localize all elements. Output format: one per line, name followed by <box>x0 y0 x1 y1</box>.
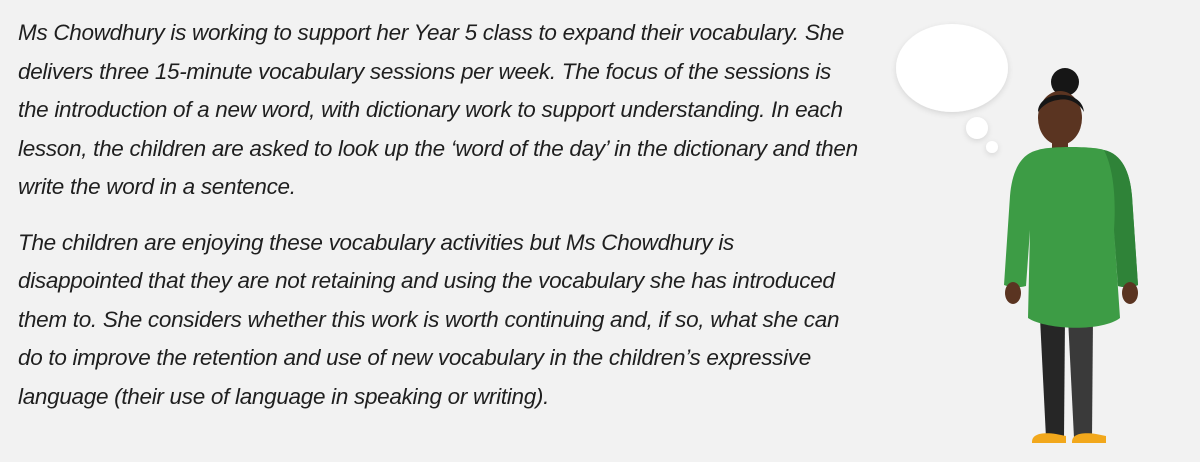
thought-bubble-icon <box>896 24 1008 153</box>
scenario-paragraph-2: The children are enjoying these vocabulary activities but Ms Chowdhury is disappointed that they are not retaining and using the vocabulary she has introduced them to. She considers whether this work is worth continuing and, if so, what she can do to improve the retention and use of new vocabulary in the children’s expressive language (their use of language in speaking or writing). <box>18 229 840 409</box>
teacher-figure-icon <box>1004 68 1138 443</box>
scenario-paragraph-1: Ms Chowdhury is working to support her Year 5 class to expand their vocabulary. She delivers three 15-minute vocabulary sessions per week. The focus of the sessions is the introduction of a new word, with dictionary work to support understanding. In each lesson, the children are asked to look up the ‘word of the day’ in the dictionary and then write the word in a sentence. <box>18 20 858 199</box>
scenario-text <box>18 14 858 416</box>
illustration <box>880 0 1180 462</box>
